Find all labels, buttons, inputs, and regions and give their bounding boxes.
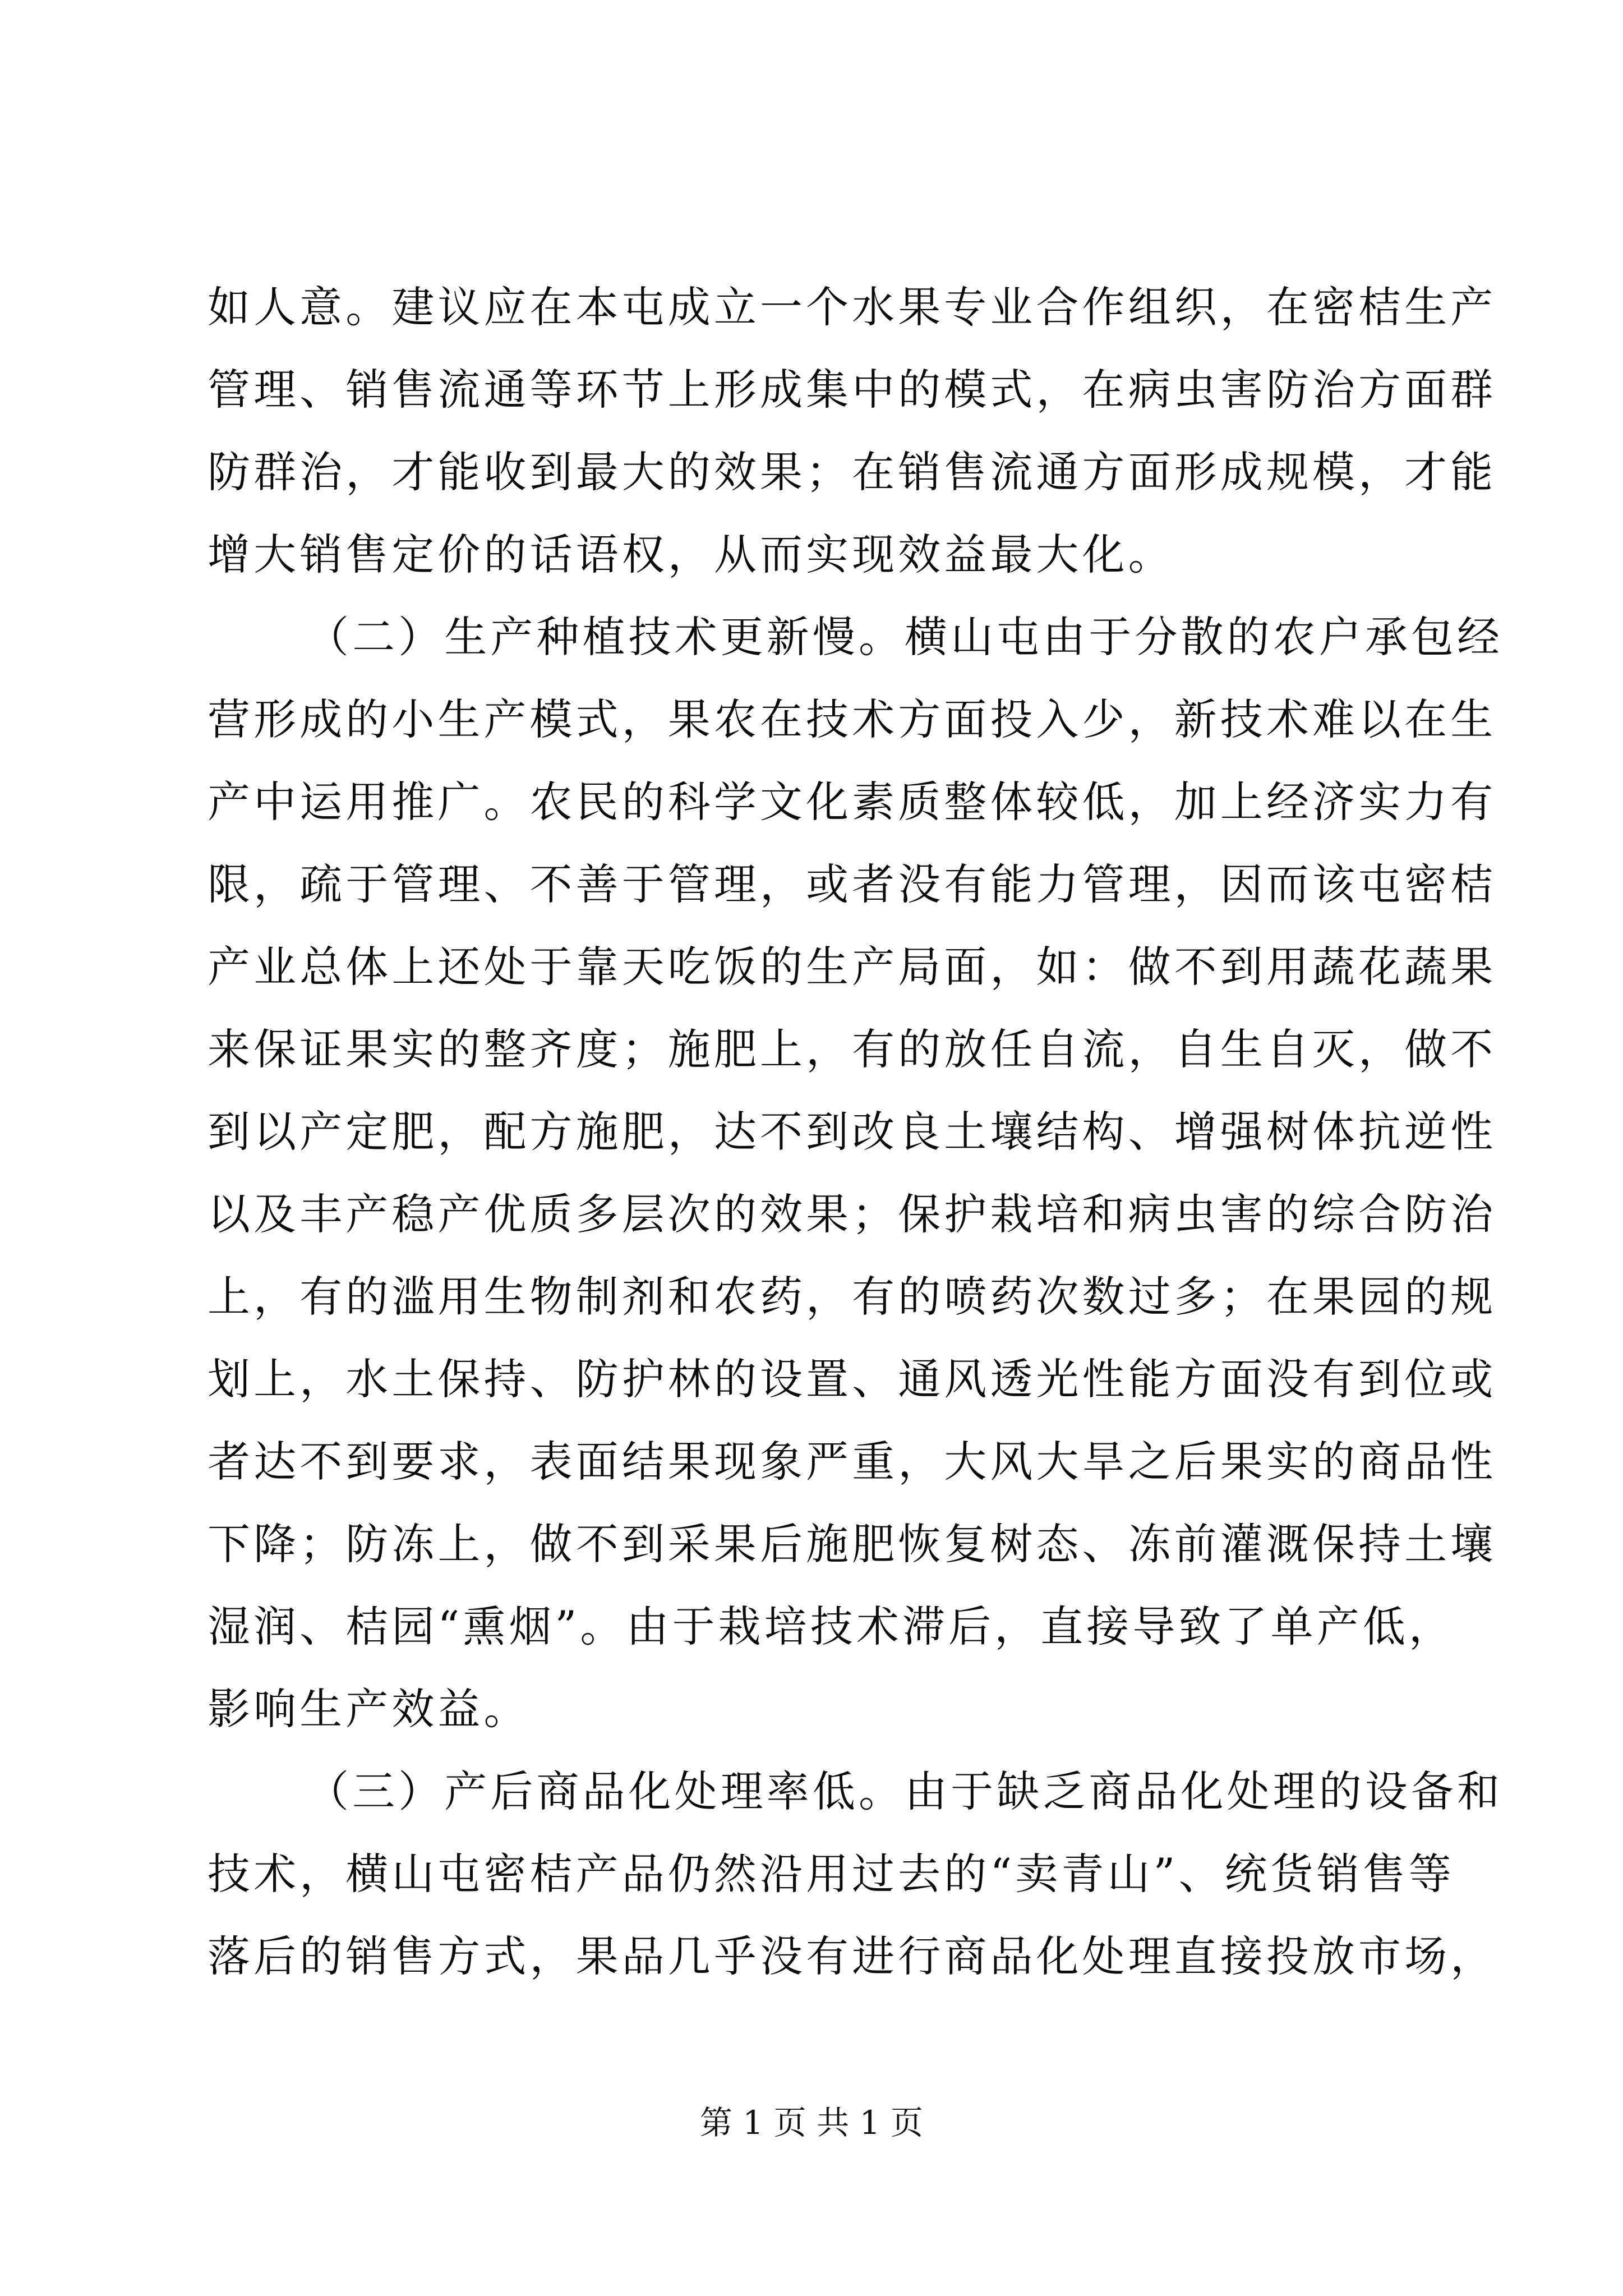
- text-line: 营形成的小生产模式，果农在技术方面投入少，新技术难以在生: [208, 694, 1497, 744]
- text-line: 增大销售定价的话语权，从而实现效益最大化。: [208, 530, 1174, 579]
- text-line: 湿润、桔园“熏烟”。由于栽培技术滞后，直接导致了单产低，: [208, 1602, 1455, 1651]
- text-line: 到以产定肥，配方施肥，达不到改良土壤结构、增强树体抗逆性: [208, 1107, 1497, 1157]
- text-line: 管理、销售流通等环节上形成集中的模式，在病虫害防治方面群: [208, 365, 1497, 415]
- text-line: 落后的销售方式，果品几乎没有进行商品化处理直接投放市场，: [208, 1931, 1497, 1981]
- text-line: 技术，横山屯密桔产品仍然沿用过去的“卖青山”、统货销售等: [208, 1849, 1455, 1899]
- text-line: 以及丰产稳产优质多层次的效果；保护栽培和病虫害的综合防治: [208, 1189, 1497, 1239]
- text-line: 者达不到要求，表面结果现象严重，大风大旱之后果实的商品性: [208, 1437, 1497, 1487]
- text-line: 下降；防冻上，做不到采果后施肥恢复树态、冻前灌溉保持土壤: [208, 1519, 1497, 1569]
- text-line: 防群治，才能收到最大的效果；在销售流通方面形成规模，才能: [208, 447, 1497, 497]
- text-line: 影响生产效益。: [208, 1684, 530, 1734]
- text-line: 产中运用推广。农民的科学文化素质整体较低，加上经济实力有: [208, 777, 1497, 827]
- document-body: [208, 266, 1504, 1998]
- text-line: 上，有的滥用生物制剂和农药，有的喷药次数过多；在果园的规: [208, 1272, 1497, 1322]
- paragraph: [208, 266, 1497, 596]
- page-footer: 第 1 页 共 1 页: [700, 2104, 923, 2142]
- paragraph: [208, 596, 1504, 1750]
- text-line: 来保证果实的整齐度；施肥上，有的放任自流，自生自灭，做不: [208, 1024, 1497, 1074]
- text-line: 限，疏于管理、不善于管理，或者没有能力管理，因而该屯密桔: [208, 859, 1497, 909]
- text-line: （二）生产种植技术更新慢。横山屯由于分散的农户承包经: [306, 612, 1504, 662]
- text-line: 产业总体上还处于靠天吃饭的生产局面，如：做不到用蔬花蔬果: [208, 942, 1497, 992]
- text-line: 如人意。建议应在本屯成立一个水果专业合作组织，在密桔生产: [208, 282, 1497, 332]
- text-line: （三）产后商品化处理率低。由于缺乏商品化处理的设备和: [306, 1766, 1504, 1816]
- paragraph: [208, 1750, 1504, 1998]
- text-line: 划上，水土保持、防护林的设置、通风透光性能方面没有到位或: [208, 1354, 1497, 1404]
